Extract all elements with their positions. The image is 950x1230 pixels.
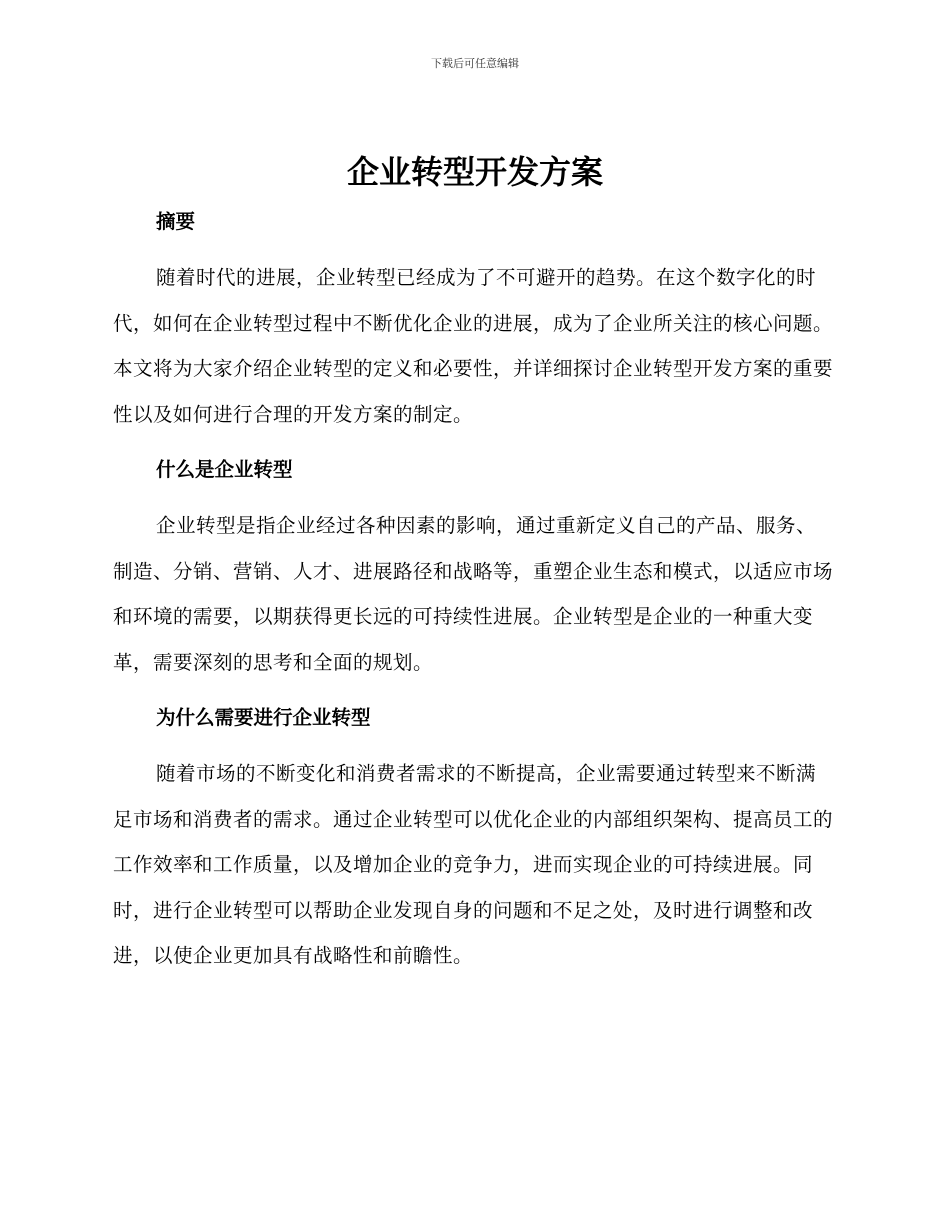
section-paragraph: 随着时代的进展，企业转型已经成为了不可避开的趋势。在这个数字化的时代，如何在企业转型过程中不断优化企业的进展，成为了企业所关注的核心问题。本文将为大家介绍企业转型的定义和必要性，并详细探讨企业转型开发方案的重要性以及如何进行合理的开发方案的制定。 [113,266,834,426]
header-note: 下载后可任意编辑 [431,57,519,70]
section-why-transformation [113,701,833,979]
section-heading: 什么是企业转型 [156,458,293,481]
document-title: 企业转型开发方案 [346,153,603,191]
section-what-is-transformation [113,453,833,685]
section-abstract [113,205,833,437]
document-body [113,205,833,979]
section-paragraph: 随着市场的不断变化和消费者需求的不断提高，企业需要通过转型来不断满足市场和消费者的需求。通过企业转型可以优化企业的内部组织架构、提高员工的工作效率和工作质量，以及增加企业的竞争力，进而实现企业的可持续进展。同时，进行企业转型可以帮助企业发现自身的问题和不足之处，及时进行调整和改进，以使企业更加具有战略性和前瞻性。 [113,762,834,967]
section-heading: 为什么需要进行企业转型 [156,706,371,729]
section-paragraph: 企业转型是指企业经过各种因素的影响，通过重新定义自己的产品、服务、制造、分销、营销、人才、进展路径和战略等，重塑企业生态和模式，以适应市场和环境的需要，以期获得更长远的可持续性进展。企业转型是企业的一种重大变革，需要深刻的思考和全面的规划。 [113,514,834,674]
section-heading: 摘要 [156,210,196,233]
